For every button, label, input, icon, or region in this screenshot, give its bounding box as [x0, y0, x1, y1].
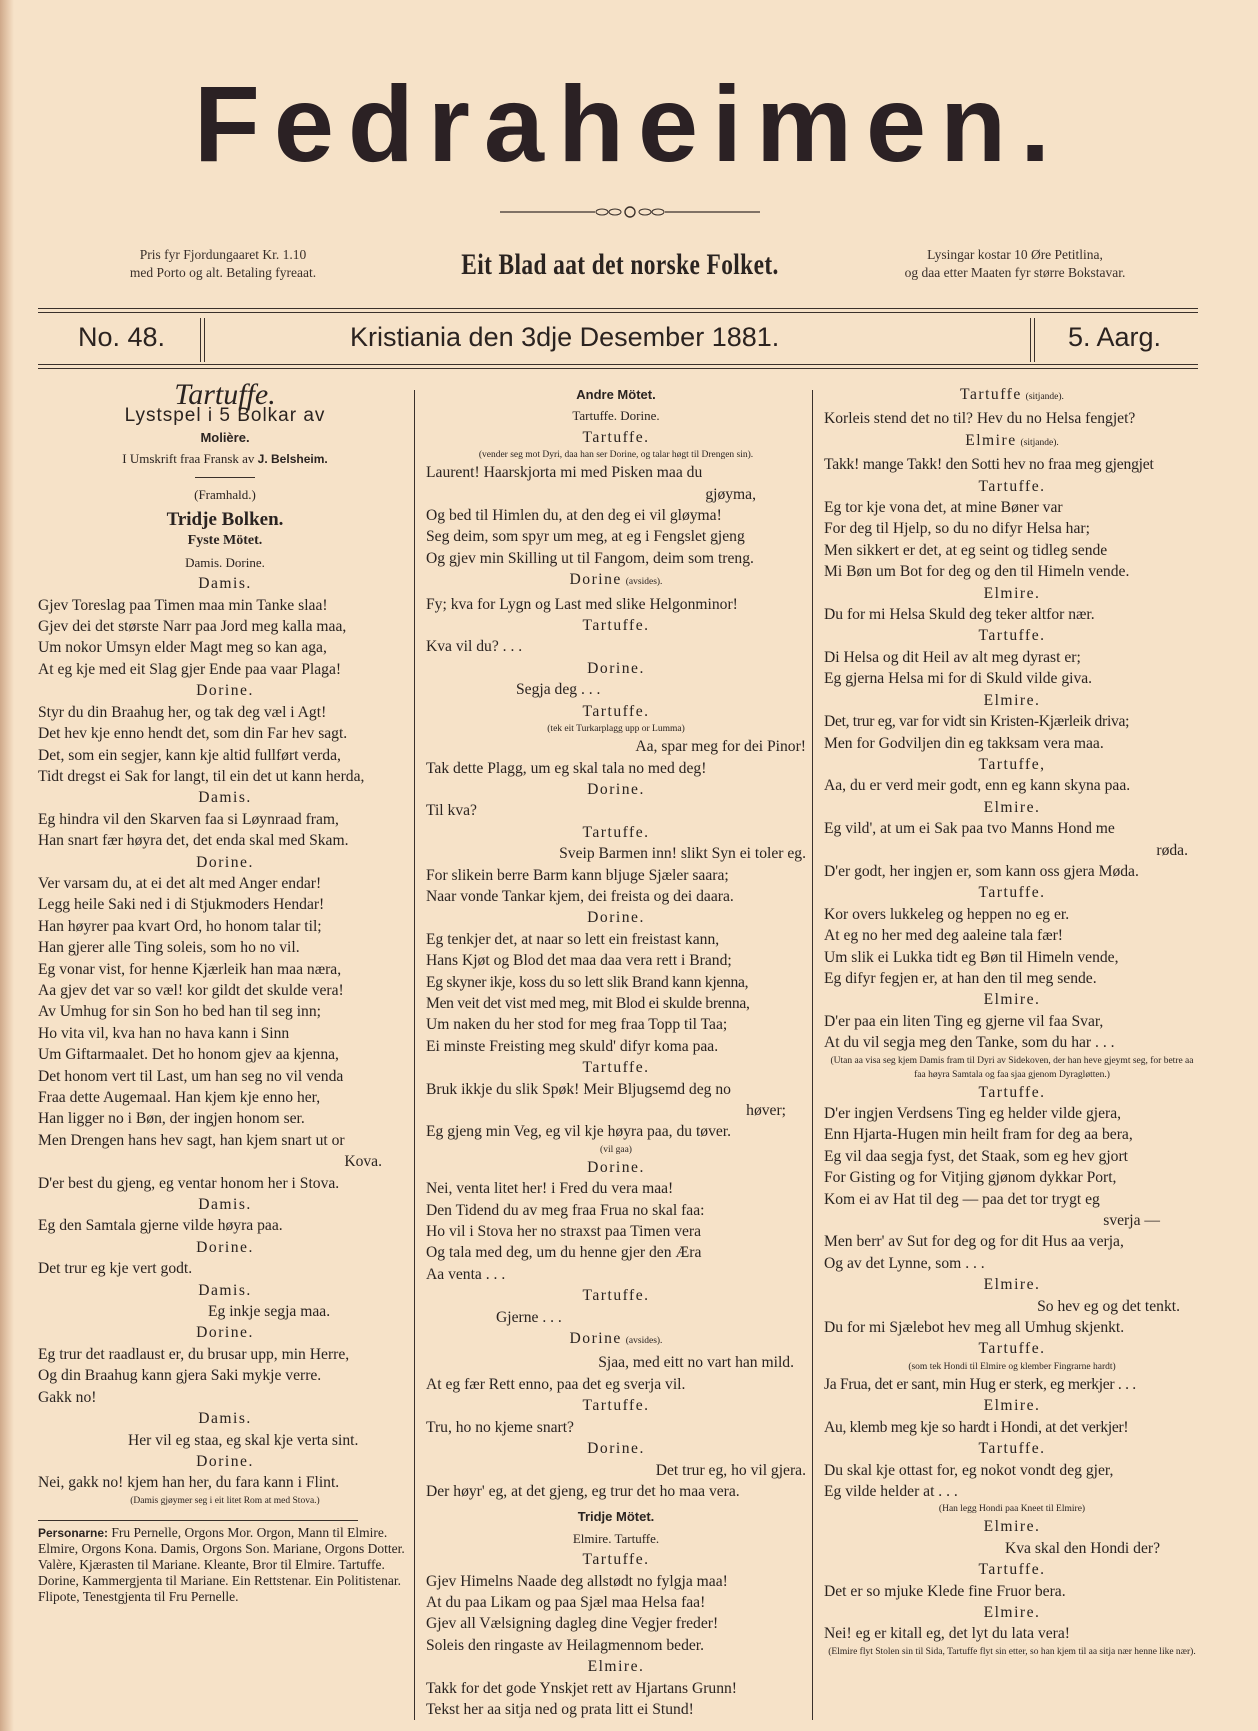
- scene-heading: Fyste Mötet.: [187, 533, 263, 549]
- masthead-title: Fedraheimen.: [193, 63, 1065, 184]
- rule-top-2: [38, 312, 1198, 313]
- ornament-divider-icon: [500, 204, 760, 220]
- column-2: Andre Mötet. Tartuffe. Dorine. Tartuffe. (vender seg mot Dyri, daa han ser Dorine, og talar høgt til Drengen sin). Laurent! Haarskjorta mi med Pisken maa du gjøyma, Og bed til Himlen du, at den deg ei vil gløyma! Seg deim, som spyr um meg, at eg i Fengslet gjeng Og gjev min Skilling ut til Fangom, deim som treng. Dorine (avsides). Fy; kva for Lygn og Last med slike Helgonminor! Tartuffe. Kva vil du? . . . Dorine. Segja deg . . . Tartuffe. (tek eit Turkarplagg upp or Lumma) Aa, spar meg for dei Pinor! Tak dette Plagg, um eg skal tala no med deg! Dorine. Til kva? Tartuffe. Sveip Barmen inn! slikt Syn ei toler eg. For slikein berre Barm kann bljuge Sjæler saara; Naar vonde Tankar kjem, dei freista og dei daara. Dorine. Eg tenkjer det, at naar so lett ein freistast kann, Hans Kjøt og Blod det maa daa vera rett i Brand; Eg skyner ikje, koss du so lett slik Brand kann kjenna, Men veit det vist med meg, mit Blod ei skulde brenna, Um naken du her stod for meg fraa Topp til Taa; Ei minste Freisting meg skuld' difyr koma paa. Tartuffe. Bruk ikkje du slik Spøk! Meir Bljugsemd deg no høver; Eg gjeng min Veg, eg vil kje høyra paa, du tøver. (vil gaa) Dorine. Nei, venta litet her! i Fred du vera maa! Den Tidend du av meg fraa Frua no skal faa: Ho vil i Stova her no straxst paa Timen vera Og tala med deg, um du henne gjer den Æra Aa venta . . . Tartuffe. Gjerne . . . Dorine (avsides). Sjaa, med eitt no vart han mild. At eg fær Rett enno, paa det eg sverja vil. Tartuffe. Tru, ho no kjeme snart? Dorine. Det trur eg, ho vil gjera. Der høyr' eg, at det gjeng, eg trur det ho maa vera. Tridje Mötet. Elmire. Tartuffe. Tartuffe. Gjev Himelns Naade deg allstødt no fylgja maa! At du paa Likam og paa Sjæl maa Helsa faa! Gjev all Vælsigning dagleg dine Vegjer freder! Soleis den ringaste av Heilagmennom beder. Elmire. Takk for det gode Ynskjet rett av Hjartans Grunn! Tekst her aa sitja ned og prata litt ei Stund!: [426, 384, 806, 1720]
- act-heading: Tridje Bolken.: [166, 509, 284, 531]
- page-edge-shadow: [0, 0, 14, 1731]
- dramatis-personae: Personarne: Fru Pernelle, Orgons Mor. Orgon, Mann til Elmire. Elmire, Orgons Kona. Damis, Orgons Son. Mariane, Orgons Dotter. Valère, Kjærasten til Mariane. Kleante, Bror til Elmire. Tartuffe. Dorine, Kammergjenta til Mariane. Ein Rettstenar. Ein Politistenar. Flipote, Tenestgjenta til Fru Pernelle.: [38, 1524, 405, 1604]
- issue-number: No. 48.: [78, 322, 166, 352]
- dateline-separator: [1030, 318, 1035, 362]
- masthead-subtitle: Eit Blad aat det norske Folket.: [461, 248, 779, 281]
- scene-heading: Tridje Mötet.: [577, 1509, 655, 1525]
- column-3: Tartuffe (sitjande). Korleis stend det no til? Hev du no Helsa fengjet? Elmire (sitjande). Takk! mange Takk! den Sotti hev no fraa meg gjengjet Tartuffe. Eg tor kje vona det, at mine Bøner var For deg til Hjelp, so du no difyr Helsa har; Men sikkert er det, at eg seint og tidleg sende Mi Bøn um Bot for deg og den til Himeln vende. Elmire. Du for mi Helsa Skuld deg teker altfor nær. Tartuffe. Di Helsa og dit Heil av alt meg dyrast er; Eg gjerna Helsa mi for di Skuld vilde giva. Elmire. Det, trur eg, var for vidt sin Kristen-Kjærleik driva; Men for Godviljen din eg takksam vera maa. Tartuffe, Aa, du er verd meir godt, enn eg kann skyna paa. Elmire. Eg vild', at um ei Sak paa tvo Manns Hond me røda. D'er godt, her ingjen er, som kann oss gjera Møda. Tartuffe. Kor overs lukkeleg og heppen no eg er. At eg no her med deg aaleine tala fær! Um slik ei Lukka tidt eg Bøn til Himeln vende, Eg difyr fegjen er, at han den til meg sende. Elmire. D'er paa ein liten Ting eg gjerne vil faa Svar, At du vil segja meg den Tanke, som du har . . . (Utan aa visa seg kjem Damis fram til Dyri av Sidekoven, der han heve gjeymt seg, for betre aa faa høyra Samtala og faa sjaa gjenom Dyragløtten.) Tartuffe. D'er ingjen Verdsens Ting eg helder vilde gjera, Enn Hjarta-Hugen min heilt fram for deg aa bera, Eg vil daa segja fyst, det Staak, som eg hev gjort For Gisting og for Vitjing gjønom dykkar Port, Kom ei av Hat til deg — paa det tor trygt eg sverja — Men berr' av Sut for deg og for dit Hus aa verja, Og av det Lynne, som . . . Elmire. So hev eg og det tenkt. Du for mi Sjælebot hev meg all Umhug skjenkt. Tartuffe. (som tek Hondi til Elmire og klember Fingrarne hardt) Ja Frua, det er sant, min Hug er sterk, eg merkjer . . . Elmire. Au, klemb meg kje so hardt i Hondi, at det verkjer! Tartuffe. Du skal kje ottast for, eg nokot vondt deg gjer, Eg vilde helder at . . . (Han legg Hondi paa Kneet til Elmire) Elmire. Kva skal den Hondi der? Tartuffe. Det er so mjuke Klede fine Fruor bera. Elmire. Nei! eg er kitall eg, det lyt du lata vera! (Elmire flyt Stolen sin til Sida, Tartuffe flyt sin etter, so han kjem til aa sitja nær henne like nær).: [824, 386, 1196, 1657]
- issue-date: Kristiania den 3dje Desember 1881.: [350, 322, 780, 352]
- scene-heading: Andre Mötet.: [576, 387, 656, 402]
- footnote-rule: [38, 1520, 358, 1521]
- column-separator: [414, 390, 415, 1720]
- advertising-rates: Lysingar kostar 10 Øre Petitlina, og daa etter Maaten fyr større Bokstavar.: [904, 247, 1126, 281]
- rule-top-1: [38, 308, 1198, 309]
- rule-mid-2: [38, 368, 1198, 369]
- short-rule: [195, 477, 255, 478]
- subscription-price: Pris fyr Fjordungaaret Kr. 1.10 med Porto og alt. Betaling fyreaat.: [129, 247, 317, 281]
- rule-mid-1: [38, 364, 1198, 365]
- column-1: Tartuffe. Lystspel i 5 Bolkar av Molière. I Umskrift fraa Fransk av J. Belsheim. (Framhald.) Tridje Bolken. Fyste Mötet. Damis. Dorine. Damis. Gjev Toreslag paa Timen maa min Tanke slaa! Gjev dei det største Narr paa Jord meg kalla maa, Um nokor Umsyn elder Magt meg so kan aga, At eg kje med eit Slag gjer Ende paa vaar Plaga! Dorine. Styr du din Braahug her, og tak deg væl i Agt! Det hev kje enno hendt det, som din Far hev sagt. Det, som ein segjer, kann kje altid fullført verda, Tidt dregst ei Sak for langt, til ein det ut kann herda, Damis. Eg hindra vil den Skarven faa si Løynraad fram, Han snart fær høyra det, det enda skal med Skam. Dorine. Ver varsam du, at ei det alt med Anger endar! Legg heile Saki ned i di Stjukmoders Hendar! Han høyrer paa kvart Ord, ho honom talar til; Han gjerer alle Ting soleis, som ho no vil. Eg vonar vist, for henne Kjærleik han maa næra, Aa gjev det var so væl! kor gildt det skulde vera! Av Umhug for sin Son ho bed han til seg inn; Ho vita vil, kva han no hava kann i Sinn Um Giftarmaalet. Det ho honom gjev aa kjenna, Det honom vert til Last, um han seg no vil venda Fraa dette Augemaal. Han kjem kje enno her, Han ligger no i Bøn, der ingjen honom ser. Men Drengen hans hev sagt, han kjem snart ut or Kova. D'er best du gjeng, eg ventar honom her i Stova. Damis. Eg den Samtala gjerne vilde høyra paa. Dorine. Det trur eg kje vert godt. Damis. Eg inkje segja maa. Dorine. Eg trur det raadlaust er, du brusar upp, min Herre, Og din Braahug kann gjera Saki mykje verre. Gakk no! Damis. Her vil eg staa, eg skal kje verta sint. Dorine. Nei, gakk no! kjem han her, du fara kann i Flint. (Damis gjøymer seg i eit litet Rom at med Stova.) Personarne: Fru Pernelle, Orgons Mor. Orgon, Mann til Elmire. Elmire, Orgons Kona. Damis, Orgons Son. Mariane, Orgons Dotter. Valère, Kjærasten til Mariane. Kleante, Bror til Elmire. Tartuffe. Dorine, Kammergjenta til Mariane. Ein Rettstenar. Ein Politistenar. Flipote, Tenestgjenta til Fru Pernelle.: [38, 384, 412, 1605]
- column-separator: [812, 390, 813, 1720]
- play-title: Tartuffe.: [174, 378, 276, 411]
- dateline-separator: [200, 318, 205, 362]
- volume-number: 5. Aarg.: [1068, 322, 1162, 352]
